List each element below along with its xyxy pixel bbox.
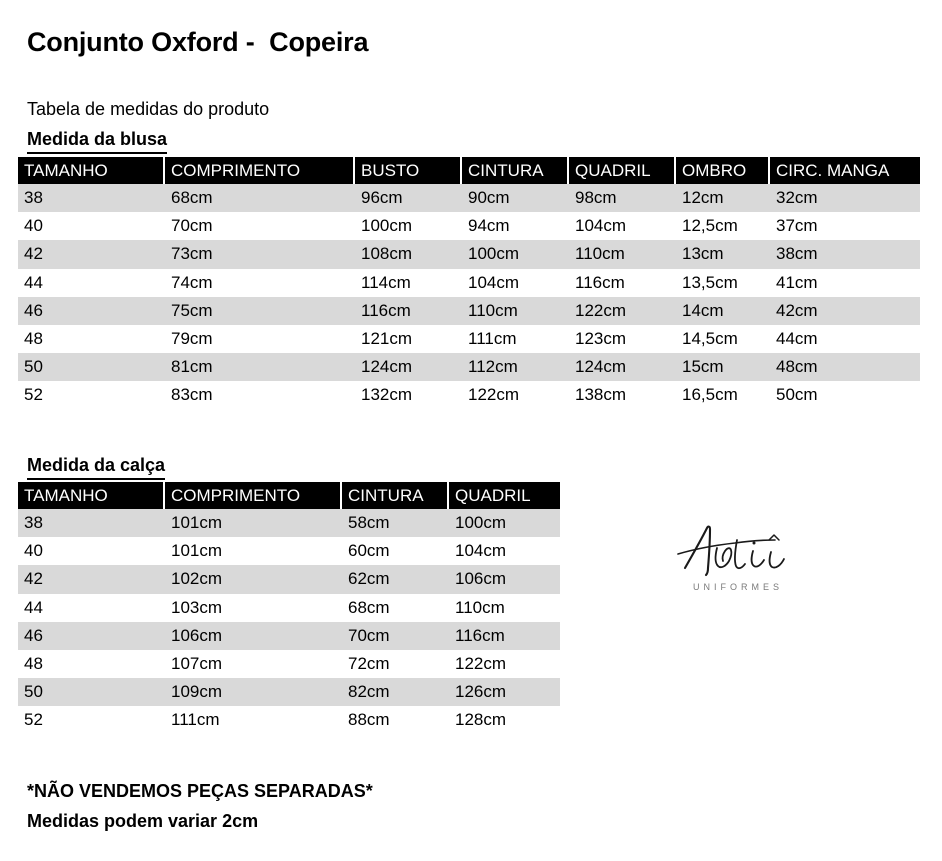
cell-ombro: 12,5cm bbox=[675, 212, 769, 240]
cell-comprimento: 81cm bbox=[164, 353, 354, 381]
cell-tamanho: 50 bbox=[18, 678, 164, 706]
cell-busto: 116cm bbox=[354, 297, 461, 325]
cell-comprimento: 75cm bbox=[164, 297, 354, 325]
cell-quadril: 124cm bbox=[568, 353, 675, 381]
cell-tamanho: 40 bbox=[18, 537, 164, 565]
cell-comprimento: 103cm bbox=[164, 594, 341, 622]
cell-circ-manga: 48cm bbox=[769, 353, 920, 381]
footer-note-measurement-variance: Medidas podem variar 2cm bbox=[27, 811, 259, 831]
cell-cintura: 104cm bbox=[461, 269, 568, 297]
cell-cintura: 58cm bbox=[341, 509, 448, 537]
cell-circ-manga: 50cm bbox=[769, 381, 920, 409]
cell-circ-manga: 38cm bbox=[769, 240, 920, 268]
cell-tamanho: 50 bbox=[18, 353, 164, 381]
column-header-cintura: CINTURA bbox=[341, 482, 448, 509]
cell-quadril: 110cm bbox=[448, 594, 560, 622]
cell-cintura: 111cm bbox=[461, 325, 568, 353]
column-header-quadril: QUADRIL bbox=[448, 482, 560, 509]
cell-quadril: 122cm bbox=[568, 297, 675, 325]
cell-comprimento: 107cm bbox=[164, 650, 341, 678]
cell-tamanho: 48 bbox=[18, 650, 164, 678]
cell-tamanho: 46 bbox=[18, 297, 164, 325]
cell-comprimento: 101cm bbox=[164, 537, 341, 565]
cell-quadril: 104cm bbox=[568, 212, 675, 240]
column-header-busto: BUSTO bbox=[354, 157, 461, 184]
cell-tamanho: 46 bbox=[18, 622, 164, 650]
cell-cintura: 88cm bbox=[341, 706, 448, 734]
cell-busto: 124cm bbox=[354, 353, 461, 381]
cell-tamanho: 52 bbox=[18, 381, 164, 409]
cell-comprimento: 109cm bbox=[164, 678, 341, 706]
cell-cintura: 90cm bbox=[461, 184, 568, 212]
cell-cintura: 68cm bbox=[341, 594, 448, 622]
table-row bbox=[18, 184, 920, 212]
calca-measurements-table bbox=[18, 482, 561, 734]
column-header-ombro: OMBRO bbox=[675, 157, 769, 184]
table-row bbox=[18, 212, 920, 240]
table-header-row bbox=[18, 482, 560, 509]
table-row bbox=[18, 537, 560, 565]
cell-quadril: 104cm bbox=[448, 537, 560, 565]
cell-tamanho: 42 bbox=[18, 565, 164, 593]
cell-comprimento: 79cm bbox=[164, 325, 354, 353]
cell-cintura: 112cm bbox=[461, 353, 568, 381]
cell-circ-manga: 37cm bbox=[769, 212, 920, 240]
cell-comprimento: 73cm bbox=[164, 240, 354, 268]
table-header-row bbox=[18, 157, 920, 184]
cell-ombro: 14,5cm bbox=[675, 325, 769, 353]
table-row bbox=[18, 269, 920, 297]
table-row bbox=[18, 706, 560, 734]
table-row bbox=[18, 565, 560, 593]
cell-ombro: 13,5cm bbox=[675, 269, 769, 297]
cell-comprimento: 101cm bbox=[164, 509, 341, 537]
column-header-comprimento: COMPRIMENTO bbox=[164, 482, 341, 509]
column-header-circ-manga: CIRC. MANGA bbox=[769, 157, 920, 184]
cell-busto: 108cm bbox=[354, 240, 461, 268]
cell-ombro: 14cm bbox=[675, 297, 769, 325]
cell-comprimento: 111cm bbox=[164, 706, 341, 734]
table-row bbox=[18, 297, 920, 325]
cell-circ-manga: 42cm bbox=[769, 297, 920, 325]
cell-tamanho: 44 bbox=[18, 594, 164, 622]
cell-tamanho: 48 bbox=[18, 325, 164, 353]
cell-cintura: 100cm bbox=[461, 240, 568, 268]
cell-comprimento: 83cm bbox=[164, 381, 354, 409]
cell-cintura: 62cm bbox=[341, 565, 448, 593]
column-header-tamanho: TAMANHO bbox=[18, 157, 164, 184]
cell-tamanho: 42 bbox=[18, 240, 164, 268]
page-title: Conjunto Oxford - Copeira bbox=[27, 27, 369, 57]
cell-cintura: 94cm bbox=[461, 212, 568, 240]
cell-quadril: 98cm bbox=[568, 184, 675, 212]
cell-quadril: 122cm bbox=[448, 650, 560, 678]
cell-busto: 121cm bbox=[354, 325, 461, 353]
cell-tamanho: 44 bbox=[18, 269, 164, 297]
logo-subtitle: UNIFORMES bbox=[693, 582, 783, 592]
section-heading-blusa: Medida da blusa bbox=[27, 129, 167, 154]
cell-ombro: 13cm bbox=[675, 240, 769, 268]
cell-cintura: 110cm bbox=[461, 297, 568, 325]
cell-quadril: 110cm bbox=[568, 240, 675, 268]
cell-ombro: 16,5cm bbox=[675, 381, 769, 409]
cell-busto: 100cm bbox=[354, 212, 461, 240]
cell-quadril: 116cm bbox=[448, 622, 560, 650]
column-header-quadril: QUADRIL bbox=[568, 157, 675, 184]
cell-quadril: 128cm bbox=[448, 706, 560, 734]
cell-circ-manga: 44cm bbox=[769, 325, 920, 353]
cell-tamanho: 52 bbox=[18, 706, 164, 734]
column-header-cintura: CINTURA bbox=[461, 157, 568, 184]
cell-cintura: 60cm bbox=[341, 537, 448, 565]
table-row bbox=[18, 622, 560, 650]
cell-ombro: 12cm bbox=[675, 184, 769, 212]
cell-quadril: 116cm bbox=[568, 269, 675, 297]
cell-cintura: 122cm bbox=[461, 381, 568, 409]
blusa-measurements-table bbox=[18, 157, 921, 409]
cell-cintura: 82cm bbox=[341, 678, 448, 706]
cell-quadril: 123cm bbox=[568, 325, 675, 353]
table-row bbox=[18, 650, 560, 678]
cell-comprimento: 74cm bbox=[164, 269, 354, 297]
cell-comprimento: 70cm bbox=[164, 212, 354, 240]
cell-tamanho: 40 bbox=[18, 212, 164, 240]
cell-quadril: 138cm bbox=[568, 381, 675, 409]
section-heading-calca: Medida da calça bbox=[27, 455, 165, 480]
cell-ombro: 15cm bbox=[675, 353, 769, 381]
cell-comprimento: 102cm bbox=[164, 565, 341, 593]
table-row bbox=[18, 381, 920, 409]
cell-quadril: 106cm bbox=[448, 565, 560, 593]
brand-logo bbox=[673, 518, 803, 592]
cell-cintura: 70cm bbox=[341, 622, 448, 650]
table-row bbox=[18, 240, 920, 268]
cell-quadril: 126cm bbox=[448, 678, 560, 706]
table-row bbox=[18, 509, 560, 537]
table-row bbox=[18, 594, 560, 622]
column-header-comprimento: COMPRIMENTO bbox=[164, 157, 354, 184]
cell-quadril: 100cm bbox=[448, 509, 560, 537]
cell-busto: 132cm bbox=[354, 381, 461, 409]
footer-note-no-separate-pieces: *NÃO VENDEMOS PEÇAS SEPARADAS* bbox=[27, 781, 373, 801]
column-header-tamanho: TAMANHO bbox=[18, 482, 164, 509]
table-row bbox=[18, 325, 920, 353]
cell-cintura: 72cm bbox=[341, 650, 448, 678]
cell-tamanho: 38 bbox=[18, 509, 164, 537]
cell-circ-manga: 41cm bbox=[769, 269, 920, 297]
table-row bbox=[18, 678, 560, 706]
cell-comprimento: 106cm bbox=[164, 622, 341, 650]
table-row bbox=[18, 353, 920, 381]
page-subtitle: Tabela de medidas do produto bbox=[27, 99, 270, 119]
cell-tamanho: 38 bbox=[18, 184, 164, 212]
atelie-script-logo-icon bbox=[673, 518, 803, 580]
cell-circ-manga: 32cm bbox=[769, 184, 920, 212]
cell-busto: 96cm bbox=[354, 184, 461, 212]
cell-busto: 114cm bbox=[354, 269, 461, 297]
cell-comprimento: 68cm bbox=[164, 184, 354, 212]
